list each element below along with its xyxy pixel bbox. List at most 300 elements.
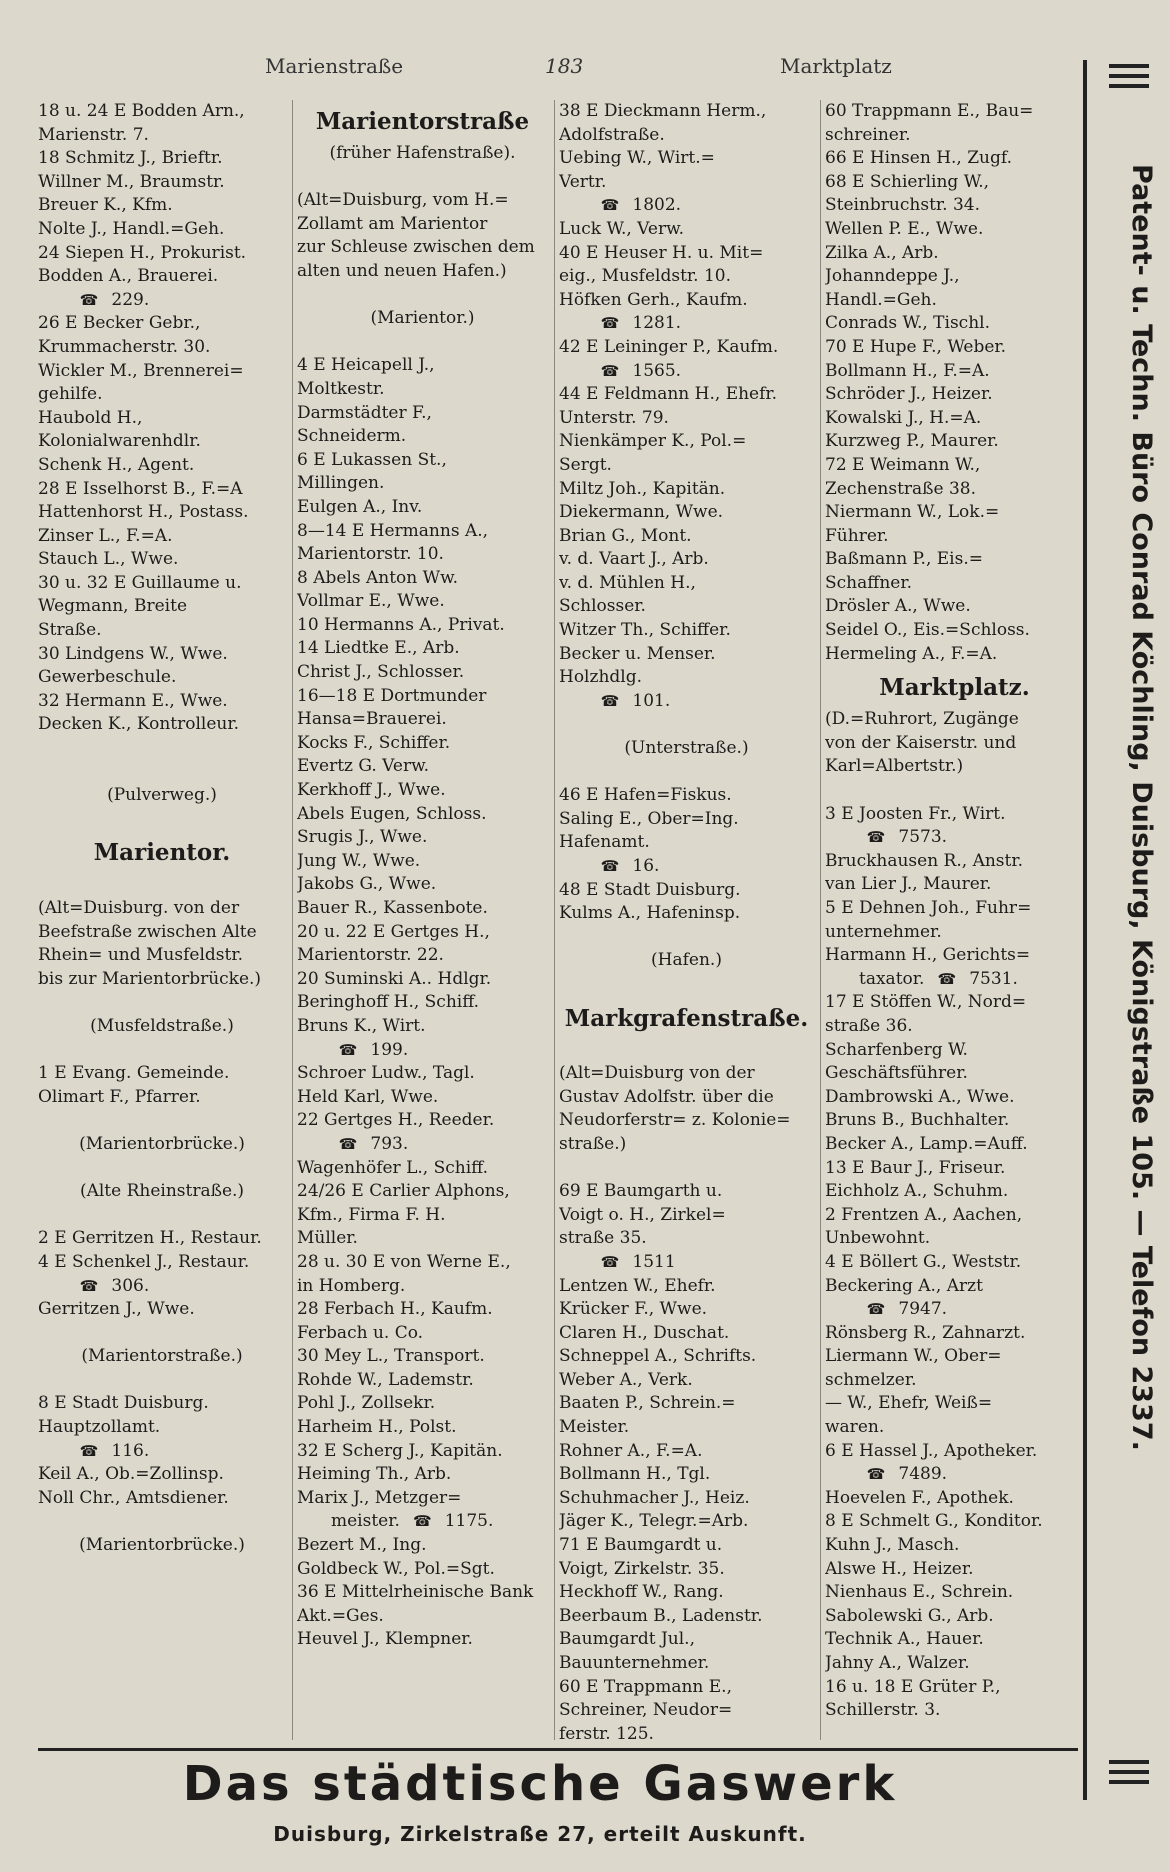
- spacer: [38, 1157, 286, 1181]
- phone-icon: ☎: [600, 1252, 620, 1271]
- entry-line: Krücker F., Wwe.: [559, 1299, 708, 1320]
- entry-line: Evertz G. Verw.: [297, 756, 430, 777]
- entry-line: 60 Trappmann E., Bau=: [825, 101, 1034, 121]
- banner-rule: [1109, 84, 1149, 88]
- phone-number: 1175.: [439, 1511, 494, 1532]
- entry-line: Nolte J., Handl.=Geh.: [38, 218, 225, 239]
- entry-line: Schlosser.: [559, 596, 646, 617]
- entry-line: Hattenhorst H., Postass.: [38, 502, 249, 523]
- entry-line: Haubold H.,: [38, 407, 143, 428]
- entry-line: 32 Hermann E., Wwe.: [38, 690, 228, 711]
- street-description: Beefstraße zwischen Alte: [38, 921, 257, 942]
- entry-line: Wickler M., Brennerei=: [38, 360, 244, 381]
- entry-line: Schneppel A., Schrifts.: [559, 1346, 757, 1367]
- street-description: Gustav Adolfstr. über die: [559, 1086, 774, 1107]
- phone-number: 1565.: [627, 360, 682, 381]
- phone-icon: ☎: [866, 1300, 886, 1319]
- entry-line: unternehmer.: [825, 921, 942, 942]
- phone-icon: ☎: [600, 857, 620, 875]
- entry-line: 16—18 E Dortmunder: [297, 685, 487, 706]
- side-banner-text: Patent- u. Techn. Büro Conrad Köchling, Duisburg, Königstraße 105. — Telefon 2337.: [1126, 164, 1157, 1451]
- spacer: [297, 284, 548, 308]
- entry-line: Schenk H., Agent.: [38, 454, 195, 475]
- phone-icon: ☎: [600, 196, 620, 215]
- phone-entry: [297, 1510, 548, 1534]
- entry-line: Keil A., Ob.=Zollinsp.: [38, 1464, 224, 1485]
- entry-line: Breuer K., Kfm.: [38, 195, 173, 216]
- entry-line: Nienkämper K., Pol.=: [559, 431, 747, 452]
- street-description: Karl=Albertstr.): [825, 756, 964, 777]
- entry-line: Steinbruchstr. 34.: [825, 195, 981, 216]
- entry-line: Schuhmacher J., Heiz.: [559, 1487, 750, 1508]
- side-advertisement: [1083, 60, 1170, 1800]
- entry-line: Noll Chr., Amtsdiener.: [38, 1487, 229, 1508]
- entry-line: Nienhaus E., Schrein.: [825, 1582, 1014, 1603]
- spacer: [559, 973, 814, 997]
- street-heading: Marientor.: [93, 839, 231, 867]
- entry-line: Baaten P., Schrein.=: [559, 1393, 736, 1414]
- street-subtitle: (früher Hafenstraße).: [329, 143, 516, 163]
- entry-line: Hansa=Brauerei.: [297, 709, 447, 730]
- spacer: [38, 991, 286, 1015]
- entry-line: Heckhoff W., Rang.: [559, 1582, 724, 1603]
- phone-number: 1802.: [627, 195, 682, 216]
- entry-line: eig., Musfeldstr. 10.: [559, 266, 732, 287]
- entry-line: Gerritzen J., Wwe.: [38, 1299, 195, 1320]
- phone-icon: ☎: [79, 290, 99, 309]
- entry-line: 1 E Evang. Gemeinde.: [38, 1063, 230, 1084]
- spacer: [38, 1109, 286, 1133]
- spacer: [38, 1369, 286, 1393]
- entry-line: straße 35.: [559, 1228, 647, 1249]
- banner-rule: [1109, 1770, 1149, 1774]
- street-description: (Alt=Duisburg, vom H.=: [297, 190, 509, 211]
- banner-rule: [1109, 1780, 1149, 1784]
- spacer: [38, 808, 286, 832]
- spacer: [559, 1039, 814, 1063]
- entry-line: Stauch L., Wwe.: [38, 549, 179, 570]
- entry-line: Marix J., Metzger=: [297, 1487, 462, 1508]
- running-head-right: Marktplatz: [780, 54, 892, 78]
- entry-line: Bruns B., Buchhalter.: [825, 1110, 1010, 1131]
- entry-line: Christ J., Schlosser.: [297, 662, 465, 683]
- phone-entry: [825, 826, 1084, 850]
- entry-line: 2 Frentzen A., Aachen,: [825, 1204, 1023, 1225]
- entry-line: Kfm., Firma F. H.: [297, 1204, 446, 1225]
- entry-line: Handl.=Geh.: [825, 289, 937, 310]
- phone-number: 7573.: [893, 827, 948, 848]
- phone-entry: [559, 1251, 814, 1275]
- street-reference: (Marientorbrücke.): [79, 1535, 245, 1556]
- entry-line: Hoevelen F., Apothek.: [825, 1487, 1014, 1508]
- entry-line: Sabolewski G., Arb.: [825, 1605, 994, 1626]
- entry-line: Bruns K., Wirt.: [297, 1015, 426, 1036]
- entry-line: Alswe H., Heizer.: [825, 1558, 974, 1579]
- phone-icon: ☎: [412, 1512, 432, 1531]
- entry-line: 44 E Feldmann H., Ehefr.: [559, 384, 778, 405]
- entry-line: Kolonialwarenhdlr.: [38, 431, 201, 452]
- entry-line: Seidel O., Eis.=Schloss.: [825, 620, 1030, 641]
- phone-number: 1511: [627, 1251, 676, 1272]
- entry-line: Diekermann, Wwe.: [559, 502, 724, 523]
- entry-line: 5 E Dehnen Joh., Fuhr=: [825, 898, 1032, 918]
- entry-line: 13 E Baur J., Friseur.: [825, 1157, 1006, 1178]
- entry-line: Liermann W., Ober=: [825, 1346, 1002, 1367]
- phone-icon: ☎: [79, 1441, 99, 1460]
- entry-line: Heiming Th., Arb.: [297, 1464, 452, 1485]
- entry-line: 68 E Schierling W.,: [825, 171, 990, 192]
- entry-line: Hermeling A., F.=A.: [825, 643, 998, 664]
- entry-line: Vertr.: [559, 171, 607, 192]
- entry-line: Baßmann P., Eis.=: [825, 549, 983, 570]
- phone-number: 793.: [365, 1133, 409, 1154]
- entry-line: Jahny A., Walzer.: [825, 1653, 970, 1673]
- entry-line: Harheim H., Polst.: [297, 1417, 457, 1438]
- entry-line: Lentzen W., Ehefr.: [559, 1275, 716, 1296]
- entry-line: Niermann W., Lok.=: [825, 502, 1000, 523]
- entry-line: Kowalski J., H.=A.: [825, 407, 982, 428]
- phone-number: 229.: [106, 289, 150, 310]
- entry-line: 18 Schmitz J., Brieftr.: [38, 148, 223, 169]
- entry-line: Vollmar E., Wwe.: [297, 591, 445, 612]
- street-heading: Marktplatz.: [879, 674, 1030, 702]
- phone-entry: [559, 312, 814, 336]
- phone-icon: ☎: [866, 1465, 886, 1484]
- entry-line: 30 Lindgens W., Wwe.: [38, 643, 228, 664]
- entry-line: Beerbaum B., Ladenstr.: [559, 1605, 763, 1626]
- entry-line: Heuvel J., Klempner.: [297, 1629, 473, 1650]
- entry-line: Krummacherstr. 30.: [38, 336, 211, 357]
- entry-line: Decken K., Kontrolleur.: [38, 714, 240, 735]
- street-heading: Markgrafenstraße.: [564, 1004, 809, 1032]
- street-reference: (Marientorbrücke.): [79, 1133, 245, 1154]
- phone-number: 7489.: [893, 1464, 948, 1485]
- entry-line: Srugis J., Wwe.: [297, 827, 428, 848]
- entry-line: Bruckhausen R., Anstr.: [825, 850, 1024, 871]
- spacer: [559, 713, 814, 737]
- entry-line: 16 u. 18 E Grüter P.,: [825, 1676, 1001, 1697]
- entry-line: 8—14 E Hermanns A.,: [297, 520, 489, 541]
- phone-entry: [825, 1298, 1084, 1322]
- phone-entry: [559, 855, 814, 879]
- entry-line: 32 E Scherg J., Kapitän.: [297, 1440, 503, 1461]
- entry-line: 22 Gertges H., Reeder.: [297, 1110, 495, 1131]
- entry-line: Weber A., Verk.: [559, 1369, 693, 1390]
- entry-line: 4 E Böllert G., Weststr.: [825, 1251, 1022, 1272]
- banner-rule: [1109, 74, 1149, 78]
- entry-line: 42 E Leininger P., Kaufm.: [559, 336, 779, 357]
- spacer: [38, 1510, 286, 1534]
- street-reference: (Marientorstraße.): [81, 1346, 243, 1367]
- entry-line: Hauptzollamt.: [38, 1417, 161, 1438]
- entry-line: Kerkhoff J., Wwe.: [297, 780, 446, 801]
- entry-line: Olimart F., Pfarrer.: [38, 1086, 201, 1107]
- entry-line: Schröder J., Heizer.: [825, 384, 993, 405]
- entry-line: ferstr. 125.: [559, 1723, 654, 1740]
- street-reference: (Alte Rheinstraße.): [79, 1181, 245, 1202]
- ad-title: Das städtische Gaswerk: [182, 1756, 898, 1812]
- entry-line: Unterstr. 79.: [559, 407, 669, 428]
- entry-line: 48 E Stadt Duisburg.: [559, 879, 741, 900]
- phone-entry: [825, 968, 1084, 992]
- spacer: [38, 1204, 286, 1228]
- entry-line: Wagenhöfer L., Schiff.: [297, 1157, 489, 1178]
- phone-entry: [559, 194, 814, 218]
- entry-line: Rohner A., F.=A.: [559, 1440, 703, 1461]
- entry-line: v. d. Vaart J., Arb.: [559, 549, 709, 570]
- running-head-left: Marienstraße: [265, 54, 404, 78]
- entry-line: Höfken Gerh., Kaufm.: [559, 289, 748, 310]
- phone-icon: ☎: [866, 828, 886, 847]
- entry-line: schmelzer.: [825, 1369, 917, 1390]
- entry-line: Beringhoff H., Schiff.: [297, 992, 480, 1013]
- entry-line: 30 u. 32 E Guillaume u.: [38, 572, 242, 593]
- entry-line: Pohl J., Zollsekr.: [297, 1393, 436, 1414]
- phone-entry: [38, 1440, 286, 1464]
- entry-line: — W., Ehefr, Weiß=: [825, 1393, 993, 1414]
- entry-line: Technik A., Hauer.: [825, 1629, 984, 1650]
- entry-line: 28 Ferbach H., Kaufm.: [297, 1299, 493, 1320]
- entry-line: Becker u. Menser.: [559, 643, 716, 664]
- entry-line: Willner M., Braumstr.: [38, 171, 225, 192]
- phone-number: 116.: [106, 1440, 150, 1461]
- phone-number: 7531.: [963, 968, 1018, 989]
- entry-line: Müller.: [297, 1228, 358, 1249]
- phone-number: 199.: [365, 1039, 409, 1060]
- entry-line: schreiner.: [825, 124, 911, 145]
- street-description: straße.): [559, 1133, 627, 1154]
- entry-line: Brian G., Mont.: [559, 525, 692, 546]
- spacer: [297, 166, 548, 190]
- entry-text: taxator.: [859, 968, 930, 989]
- bottom-rule: [38, 1748, 1078, 1751]
- entry-line: Drösler A., Wwe.: [825, 596, 971, 617]
- page-header: [40, 54, 1080, 86]
- entry-line: Goldbeck W., Pol.=Sgt.: [297, 1558, 495, 1579]
- spacer: [297, 331, 548, 355]
- street-description: von der Kaiserstr. und: [825, 732, 1017, 753]
- entry-line: straße 36.: [825, 1015, 913, 1036]
- entry-line: 24/26 E Carlier Alphons,: [297, 1181, 510, 1202]
- entry-line: Claren H., Duschat.: [559, 1322, 730, 1343]
- entry-line: Wegmann, Breite: [38, 596, 187, 617]
- entry-line: Beckering A., Arzt: [825, 1275, 983, 1296]
- entry-line: 69 E Baumgarth u.: [559, 1181, 723, 1202]
- phone-number: 306.: [106, 1275, 150, 1296]
- entry-line: 17 E Stöffen W., Nord=: [825, 992, 1027, 1013]
- entry-line: Schroer Ludw., Tagl.: [297, 1063, 475, 1084]
- entry-line: Conrads W., Tischl.: [825, 313, 990, 334]
- spacer: [559, 1157, 814, 1181]
- spacer: [825, 779, 1084, 803]
- entry-line: 40 E Heuser H. u. Mit=: [559, 242, 764, 263]
- entry-line: 66 E Hinsen H., Zugf.: [825, 148, 1012, 169]
- phone-entry: [559, 360, 814, 384]
- phone-number: 1281.: [627, 313, 682, 334]
- entry-line: 3 E Joosten Fr., Wirt.: [825, 803, 1006, 824]
- street-description: zur Schleuse zwischen dem: [297, 237, 535, 258]
- spacer: [38, 761, 286, 785]
- entry-line: Uebing W., Wirt.=: [559, 148, 715, 169]
- entry-line: Schillerstr. 3.: [825, 1700, 941, 1721]
- entry-line: Kulms A., Hafeninsp.: [559, 903, 741, 924]
- entry-line: Ferbach u. Co.: [297, 1322, 424, 1343]
- spacer: [559, 761, 814, 785]
- entry-line: in Homberg.: [297, 1275, 406, 1296]
- entry-line: Bauunternehmer.: [559, 1653, 710, 1673]
- entry-line: Rohde W., Lademstr.: [297, 1369, 474, 1390]
- street-description: (Alt=Duisburg von der: [559, 1063, 755, 1084]
- entry-line: waren.: [825, 1417, 885, 1438]
- phone-entry: [38, 289, 286, 313]
- column-4: [825, 100, 1090, 1740]
- entry-line: Dambrowski A., Wwe.: [825, 1086, 1015, 1107]
- entry-line: Scharfenberg W.: [825, 1039, 968, 1060]
- entry-line: 60 E Trappmann E.,: [559, 1676, 732, 1697]
- entry-line: Darmstädter F.,: [297, 402, 432, 423]
- column-2: [297, 100, 555, 1740]
- entry-line: van Lier J., Maurer.: [825, 874, 992, 895]
- phone-entry: [297, 1039, 548, 1063]
- entry-line: 10 Hermanns A., Privat.: [297, 614, 505, 635]
- entry-line: Zinser L., F.=A.: [38, 525, 173, 546]
- entry-line: 24 Siepen H., Prokurist.: [38, 242, 247, 263]
- entry-line: Akt.=Ges.: [297, 1605, 384, 1626]
- street-reference: (Musfeldstraße.): [90, 1015, 234, 1036]
- entry-line: 70 E Hupe F., Weber.: [825, 336, 1007, 357]
- spacer: [38, 1322, 286, 1346]
- entry-line: 8 Abels Anton Ww.: [297, 567, 459, 588]
- entry-line: Führer.: [825, 525, 889, 546]
- phone-entry: [38, 1275, 286, 1299]
- entry-line: 8 E Schmelt G., Konditor.: [825, 1511, 1043, 1532]
- entry-line: 28 u. 30 E von Werne E.,: [297, 1251, 511, 1272]
- spacer: [38, 737, 286, 761]
- street-reference: (Hafen.): [651, 950, 722, 971]
- entry-line: Harmann H., Gerichts=: [825, 945, 1031, 966]
- street-description: (D.=Ruhrort, Zugänge: [825, 709, 1019, 730]
- entry-line: 38 E Dieckmann Herm.,: [559, 101, 767, 121]
- street-description: (Alt=Duisburg. von der: [38, 898, 240, 918]
- phone-entry: [825, 1463, 1084, 1487]
- entry-line: Straße.: [38, 620, 102, 641]
- phone-icon: ☎: [600, 314, 620, 333]
- entry-line: Voigt, Zirkelstr. 35.: [559, 1558, 725, 1579]
- directory-columns: [38, 100, 1088, 1740]
- entry-line: Bezert M., Ing.: [297, 1535, 427, 1556]
- street-description: bis zur Marientorbrücke.): [38, 968, 262, 989]
- entry-line: Eulgen A., Inv.: [297, 496, 423, 517]
- entry-line: Schreiner, Neudor=: [559, 1700, 733, 1721]
- entry-line: 4 E Schenkel J., Restaur.: [38, 1251, 250, 1272]
- page-number: 183: [545, 54, 584, 78]
- entry-line: Luck W., Verw.: [559, 218, 685, 239]
- entry-line: 46 E Hafen=Fiskus.: [559, 785, 732, 806]
- entry-line: Eichholz A., Schuhm.: [825, 1181, 1009, 1202]
- entry-line: 6 E Lukassen St.,: [297, 449, 447, 470]
- entry-line: 6 E Hassel J., Apotheker.: [825, 1440, 1038, 1461]
- spacer: [38, 1039, 286, 1063]
- entry-line: 14 Liedtke E., Arb.: [297, 638, 460, 659]
- entry-line: Witzer Th., Schiffer.: [559, 620, 731, 641]
- phone-icon: ☎: [600, 361, 620, 380]
- phone-number: 101.: [627, 690, 671, 711]
- spacer: [559, 926, 814, 950]
- entry-line: Adolfstraße.: [559, 124, 665, 145]
- entry-line: Abels Eugen, Schloss.: [297, 803, 487, 824]
- entry-line: Bollmann H., F.=A.: [825, 360, 990, 381]
- entry-line: 28 E Isselhorst B., F.=A: [38, 478, 243, 499]
- entry-line: Meister.: [559, 1417, 630, 1438]
- entry-line: Marientorstr. 22.: [297, 945, 444, 966]
- phone-icon: ☎: [937, 969, 957, 988]
- entry-line: 2 E Gerritzen H., Restaur.: [38, 1228, 262, 1249]
- entry-line: Jakobs G., Wwe.: [297, 874, 437, 895]
- entry-line: 8 E Stadt Duisburg.: [38, 1393, 209, 1414]
- street-description: alten und neuen Hafen.): [297, 260, 507, 281]
- entry-line: 71 E Baumgardt u.: [559, 1535, 723, 1556]
- phone-icon: ☎: [600, 691, 620, 710]
- phone-icon: ☎: [338, 1134, 358, 1153]
- entry-line: 4 E Heicapell J.,: [297, 355, 435, 376]
- ad-subtitle: Duisburg, Zirkelstraße 27, erteilt Auskunft.: [273, 1822, 807, 1846]
- entry-line: 20 u. 22 E Gertges H.,: [297, 921, 490, 942]
- entry-line: Marientorstr. 10.: [297, 544, 444, 565]
- entry-line: 26 E Becker Gebr.,: [38, 313, 201, 334]
- entry-line: v. d. Mühlen H.,: [559, 572, 696, 593]
- entry-line: Zechenstraße 38.: [825, 478, 977, 499]
- entry-line: Johanndeppe J.,: [825, 266, 960, 287]
- banner-rule: [1109, 64, 1149, 68]
- entry-line: 18 u. 24 E Bodden Arn.,: [38, 101, 245, 121]
- entry-line: Marienstr. 7.: [38, 124, 149, 145]
- entry-line: Wellen P. E., Wwe.: [825, 218, 984, 239]
- entry-line: Held Karl, Wwe.: [297, 1086, 439, 1107]
- phone-number: 16.: [627, 856, 660, 876]
- entry-line: Jung W., Wwe.: [297, 850, 421, 871]
- street-reference: (Unterstraße.): [624, 738, 749, 759]
- phone-entry: [559, 690, 814, 714]
- entry-line: Millingen.: [297, 473, 385, 494]
- street-reference: (Pulverweg.): [107, 785, 217, 806]
- column-1: [38, 100, 293, 1740]
- entry-line: Gewerbeschule.: [38, 667, 177, 688]
- entry-line: Kuhn J., Masch.: [825, 1535, 960, 1556]
- entry-line: gehilfe.: [38, 384, 103, 405]
- entry-line: Hafenamt.: [559, 832, 650, 853]
- entry-line: Zilka A., Arb.: [825, 242, 939, 263]
- entry-line: Schneiderm.: [297, 426, 407, 447]
- column-3: [559, 100, 821, 1740]
- entry-line: 30 Mey L., Transport.: [297, 1346, 485, 1367]
- entry-line: Voigt o. H., Zirkel=: [559, 1204, 726, 1225]
- banner-rule: [1109, 1760, 1149, 1764]
- entry-line: Moltkestr.: [297, 378, 385, 399]
- entry-line: Schaffner.: [825, 572, 913, 593]
- entry-line: 36 E Mittelrheinische Bank: [297, 1582, 534, 1603]
- entry-line: Rönsberg R., Zahnarzt.: [825, 1322, 1026, 1343]
- entry-line: Kocks F., Schiffer.: [297, 732, 451, 753]
- entry-line: 20 Suminski A.. Hdlgr.: [297, 968, 492, 989]
- entry-line: Baumgardt Jul.,: [559, 1629, 695, 1650]
- phone-icon: ☎: [338, 1040, 358, 1059]
- entry-text: meister.: [331, 1511, 406, 1532]
- entry-line: Kurzweg P., Maurer.: [825, 431, 999, 452]
- entry-line: Miltz Joh., Kapitän.: [559, 478, 726, 499]
- entry-line: 72 E Weimann W.,: [825, 454, 981, 475]
- entry-line: Geschäftsführer.: [825, 1063, 968, 1084]
- entry-line: Saling E., Ober=Ing.: [559, 808, 739, 829]
